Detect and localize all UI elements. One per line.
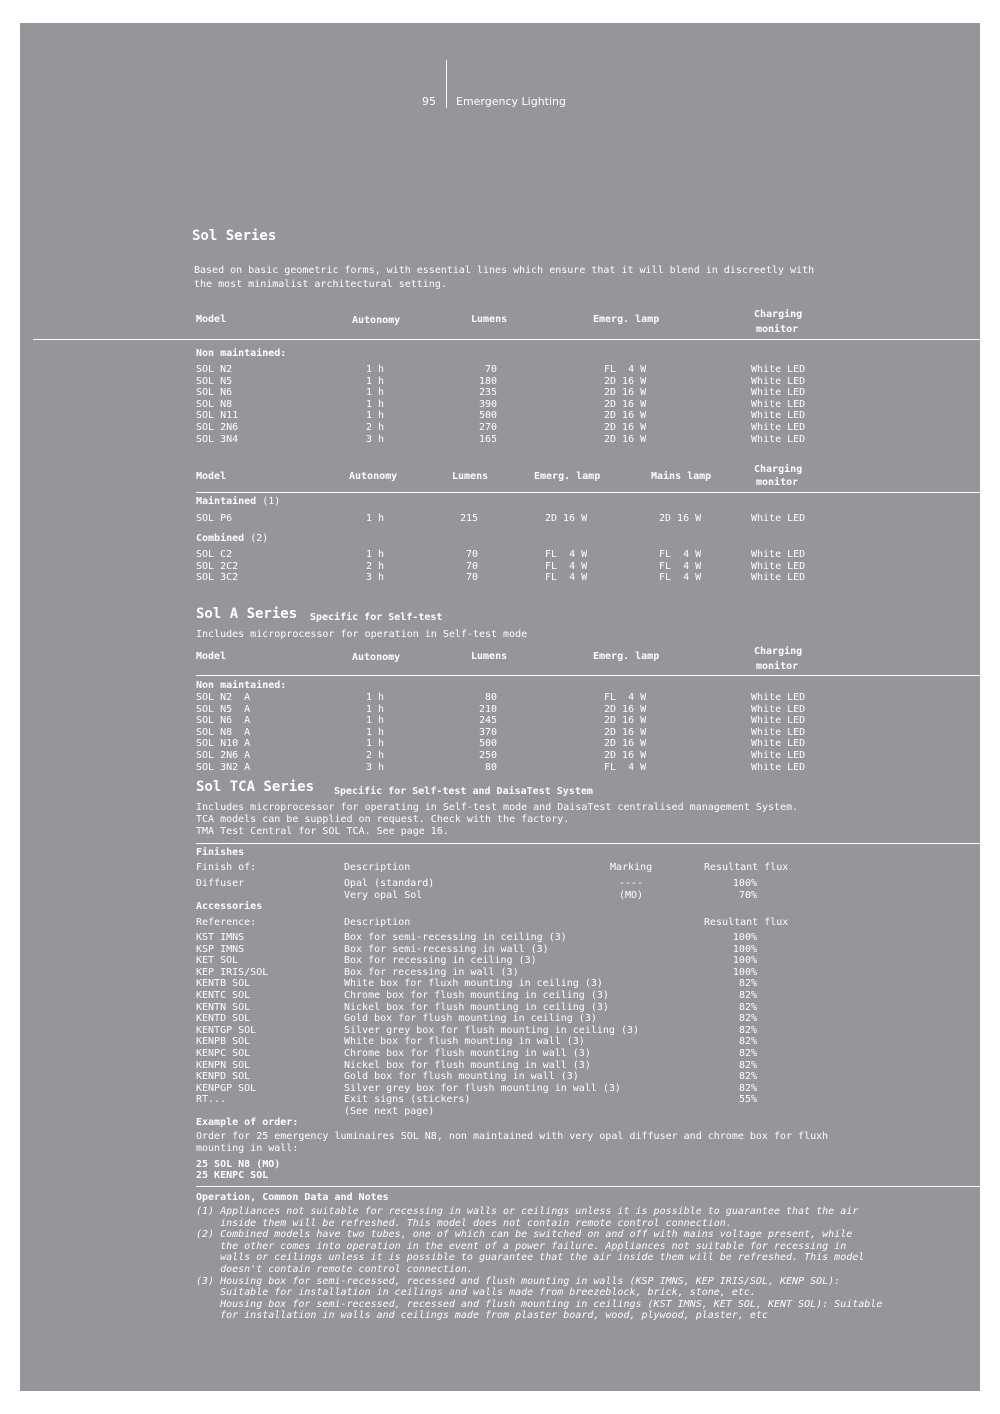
lumens-cell: 210	[478, 703, 497, 715]
page-number: 95	[422, 95, 436, 108]
autonomy-cell: 3 h	[366, 572, 385, 584]
col-header-lumens: Lumens	[471, 651, 508, 662]
example-text-line: Order for 25 emergency luminaires SOL N8, non maintained with very opal diffuser and chrome box for fluxh	[196, 1131, 829, 1142]
finish-marking-cell: ----	[618, 878, 644, 889]
model-cell: SOL N10 A	[196, 738, 251, 750]
example-text-line: mounting in wall:	[196, 1143, 299, 1154]
lumens-cell: 270	[478, 421, 497, 433]
accessory-desc: Box for recessing in ceiling (3)	[344, 955, 537, 967]
accessory-desc: Box for recessing in wall (3)	[344, 966, 519, 978]
tca-description-line: TMA Test Central for SOL TCA. See page 16.	[196, 826, 449, 837]
lumens-cell: 390	[478, 398, 497, 410]
col-header-autonomy: Autonomy	[349, 471, 398, 482]
charging-cell: White LED	[751, 398, 806, 410]
finish-desc-cell: Very opal Sol	[344, 889, 423, 901]
divider	[196, 675, 980, 676]
lumens-cell: 215	[460, 513, 479, 524]
lumens-cell: 235	[478, 387, 497, 399]
sol-a-series-subtitle: Specific for Self-test	[310, 612, 443, 623]
model-cell: SOL N2 A	[196, 692, 251, 703]
accessory-ref: RT...	[196, 1094, 227, 1106]
accessories-header-description: Description	[344, 917, 411, 928]
note-line: doesn't contain remote control connection.	[196, 1263, 473, 1275]
col-header-model: Model	[196, 471, 227, 482]
accessory-desc: Nickel box for flush mounting in ceiling (3)	[344, 1001, 609, 1013]
sol-lumens-col	[466, 364, 497, 445]
sol-intro-line-2: the most minimalist architectural setting.	[194, 279, 447, 290]
col-header-mains-lamp: Mains lamp	[651, 471, 712, 482]
note-line: (1) Appliances not suitable for recessing in walls or ceilings unless it is possible to guarantee that the air	[196, 1206, 859, 1217]
accessory-desc: Nickel box for flush mounting in wall (3)	[344, 1059, 591, 1071]
combined-note: (2)	[250, 533, 269, 544]
emerg-cell: FL 4 W	[545, 560, 588, 572]
sol-tca-series-subtitle: Specific for Self-test and DaisaTest System	[334, 786, 593, 797]
notes-lines	[196, 1206, 882, 1322]
charging-cell: White LED	[751, 715, 806, 727]
note-line: inside them will be refreshed. This model does not contain remote control connection.	[196, 1217, 732, 1229]
accessory-refs-col	[196, 932, 268, 1106]
finish-item: Diffuser	[196, 878, 245, 889]
accessory-desc: (See next page)	[344, 1105, 435, 1117]
emerg-cell: 2D 16 W	[604, 387, 647, 399]
combined-autonomy-col	[366, 549, 384, 584]
finish-desc-col	[344, 878, 434, 901]
divider	[196, 843, 980, 844]
accessory-flux: 82%	[738, 1036, 757, 1048]
model-cell: SOL 2C2	[196, 560, 239, 572]
finishes-label: Finishes	[196, 847, 245, 858]
section-title: Emergency Lighting	[456, 95, 566, 108]
lumens-cell: 245	[478, 715, 497, 727]
autonomy-cell: 2 h	[366, 749, 385, 761]
sol-tca-series-title: Sol TCA Series	[196, 779, 315, 795]
sol-series-title: Sol Series	[192, 228, 277, 244]
accessory-flux: 100%	[732, 943, 757, 955]
maintained-label: Maintained	[196, 496, 257, 507]
sola-emerg-col	[604, 692, 646, 773]
accessory-flux-col	[720, 932, 757, 1106]
charging-cell: White LED	[751, 375, 806, 387]
note-line: walls or ceilings unless it is possible to guarantee that the air inside them will be refreshed. This model	[196, 1252, 865, 1264]
model-cell: SOL C2	[196, 549, 233, 560]
accessory-flux: 55%	[738, 1094, 757, 1106]
accessory-ref: KSP IMNS	[196, 943, 245, 955]
accessory-desc: Gold box for flush mounting in wall (3)	[344, 1071, 579, 1083]
accessories-label: Accessories	[196, 901, 263, 912]
accessory-ref: KET SOL	[196, 955, 239, 967]
autonomy-cell: 1 h	[366, 703, 385, 715]
emerg-cell: 2D 16 W	[604, 433, 647, 445]
accessories-header-flux: Resultant flux	[704, 917, 789, 928]
accessory-desc: Gold box for flush mounting in ceiling (3)	[344, 1013, 597, 1025]
model-cell: SOL 2N6 A	[196, 749, 251, 761]
emerg-cell: FL 4 W	[545, 549, 588, 560]
charging-cell: White LED	[751, 387, 806, 399]
combined-mains-col	[659, 549, 701, 584]
mains-cell: 2D 16 W	[659, 513, 702, 524]
accessory-desc: Exit signs (stickers)	[344, 1094, 471, 1106]
autonomy-cell: 1 h	[366, 375, 385, 387]
emerg-cell: 2D 16 W	[604, 410, 647, 422]
model-cell: SOL N6	[196, 387, 233, 399]
accessory-ref: KENTD SOL	[196, 1013, 251, 1025]
maintained-note: (1)	[262, 496, 281, 507]
finishes-header-flux: Resultant flux	[704, 862, 789, 873]
accessory-flux: 82%	[738, 1024, 757, 1036]
lumens-cell: 500	[478, 738, 497, 750]
accessory-ref: KENTGP SOL	[196, 1024, 257, 1036]
accessory-flux: 82%	[738, 1013, 757, 1025]
charging-cell: White LED	[751, 738, 806, 750]
accessory-flux: 82%	[738, 978, 757, 990]
charging-cell: White LED	[751, 364, 806, 375]
autonomy-cell: 1 h	[366, 398, 385, 410]
emerg-cell: 2D 16 W	[604, 726, 647, 738]
charging-cell: White LED	[751, 572, 806, 584]
note-line: (3) Housing box for semi-recessed, recessed and flush mounting in walls (KSP IMNS, KEP IRIS/SOL, KENP SOL):	[196, 1275, 841, 1287]
model-cell: SOL N2	[196, 364, 233, 375]
combined-lumens-col	[466, 549, 478, 584]
accessory-ref: KST IMNS	[196, 932, 245, 943]
sol-a-description: Includes microprocessor for operation in Self-test mode	[196, 629, 528, 640]
combined-label-row	[196, 533, 268, 545]
model-cell: SOL N11	[196, 410, 239, 422]
autonomy-cell: 1 h	[366, 715, 385, 727]
divider	[33, 339, 980, 340]
sola-lumens-col	[466, 692, 497, 773]
autonomy-cell: 1 h	[366, 549, 385, 560]
sola-charging-col	[751, 692, 805, 773]
charging-cell: White LED	[751, 761, 806, 773]
charging-cell: White LED	[751, 692, 806, 703]
charging-cell: White LED	[751, 749, 806, 761]
col-header-lumens: Lumens	[452, 471, 489, 482]
lumens-cell: 370	[478, 726, 497, 738]
model-cell: SOL 3C2	[196, 572, 239, 584]
accessory-desc: Silver grey box for flush mounting in ceiling (3)	[344, 1024, 640, 1036]
col-header-monitor: monitor	[756, 324, 799, 335]
accessory-ref: KENPN SOL	[196, 1059, 251, 1071]
divider	[196, 1186, 980, 1187]
accessory-ref: KENPB SOL	[196, 1036, 251, 1048]
model-cell: SOL P6	[196, 513, 233, 524]
accessory-flux: 100%	[732, 966, 757, 978]
divider	[196, 492, 980, 493]
autonomy-cell: 1 h	[366, 387, 385, 399]
col-header-charging: Charging	[754, 309, 803, 320]
accessory-ref: KEP IRIS/SOL	[196, 966, 269, 978]
accessory-descs-col	[344, 932, 639, 1118]
finish-marking-cell: (MO)	[618, 889, 644, 901]
col-header-model: Model	[196, 314, 227, 325]
finish-flux-cell: 100%	[732, 878, 757, 889]
charging-cell: White LED	[751, 433, 806, 445]
col-header-autonomy: Autonomy	[352, 315, 401, 326]
col-header-lumens: Lumens	[471, 314, 508, 325]
charging-cell: White LED	[751, 560, 806, 572]
finish-flux-cell: 70%	[738, 889, 757, 901]
note-line: Suitable for installation in ceilings and walls made from breezeblock, brick, stone, etc.	[196, 1287, 756, 1299]
lumens-cell: 70	[466, 549, 479, 560]
note-line: (2) Combined models have two tubes, one of which can be switched on and off with mains voltage present, while	[196, 1229, 853, 1241]
combined-emerg-col	[545, 549, 587, 584]
sola-autonomy-col	[366, 692, 384, 773]
emerg-cell: FL 4 W	[604, 761, 647, 773]
model-cell: SOL 3N4	[196, 433, 239, 445]
lumens-cell: 80	[484, 761, 497, 773]
accessory-desc: Box for semi-recessing in wall (3)	[344, 943, 549, 955]
mains-cell: FL 4 W	[659, 549, 702, 560]
model-cell: SOL N5	[196, 375, 233, 387]
accessories-header-reference: Reference:	[196, 917, 257, 928]
accessory-flux: 82%	[738, 1082, 757, 1094]
notes-label: Operation, Common Data and Notes	[196, 1192, 389, 1203]
emerg-cell: 2D 16 W	[545, 513, 588, 524]
sol-a-series-title: Sol A Series	[196, 606, 298, 622]
accessory-ref: KENPD SOL	[196, 1071, 251, 1083]
emerg-cell: 2D 16 W	[604, 715, 647, 727]
accessory-ref: KENPC SOL	[196, 1047, 251, 1059]
accessory-desc: White box for fluxh mounting in ceiling (3)	[344, 978, 603, 990]
note-line: for installation in walls and ceilings made from plaster board, wood, plywood, plaster, etc	[196, 1310, 768, 1322]
model-cell: SOL N8	[196, 398, 233, 410]
autonomy-cell: 1 h	[366, 692, 385, 703]
mains-cell: FL 4 W	[659, 560, 702, 572]
accessory-flux: 100%	[732, 932, 757, 943]
lumens-cell: 500	[478, 410, 497, 422]
sol-charging-col	[751, 364, 805, 445]
accessory-desc: Silver grey box for flush mounting in wall (3)	[344, 1082, 621, 1094]
accessory-flux: 100%	[732, 955, 757, 967]
emerg-cell: FL 4 W	[604, 364, 647, 375]
col-header-charging: Charging	[754, 646, 803, 657]
tca-description-line: Includes microprocessor for operating in Self-test mode and DaisaTest centralised management System.	[196, 802, 799, 813]
charging-cell: White LED	[751, 513, 806, 524]
autonomy-cell: 1 h	[366, 513, 385, 524]
lumens-cell: 250	[478, 749, 497, 761]
lumens-cell: 70	[466, 560, 479, 572]
group-label: Non maintained:	[196, 680, 287, 691]
finishes-header-marking: Marking	[610, 862, 653, 873]
example-code: 25 KENPC SOL	[196, 1170, 269, 1181]
autonomy-cell: 3 h	[366, 761, 385, 773]
accessory-flux: 82%	[738, 1001, 757, 1013]
combined-label: Combined	[196, 533, 245, 544]
emerg-cell: 2D 16 W	[604, 398, 647, 410]
example-label: Example of order:	[196, 1117, 299, 1128]
col-header-emerg-lamp: Emerg. lamp	[534, 471, 601, 482]
finishes-header-description: Description	[344, 862, 411, 873]
accessory-desc: Box for semi-recessing in ceiling (3)	[344, 932, 567, 943]
model-cell: SOL 2N6	[196, 421, 239, 433]
charging-cell: White LED	[751, 421, 806, 433]
lumens-cell: 165	[478, 433, 497, 445]
emerg-cell: FL 4 W	[545, 572, 588, 584]
accessory-flux: 82%	[738, 1047, 757, 1059]
example-code: 25 SOL N8 (MO)	[196, 1159, 281, 1170]
sola-models-col	[196, 692, 250, 773]
model-cell: SOL N5 A	[196, 703, 251, 715]
charging-cell: White LED	[751, 410, 806, 422]
col-header-monitor: monitor	[756, 661, 799, 672]
header-divider	[446, 60, 447, 108]
accessory-flux: 82%	[738, 1059, 757, 1071]
autonomy-cell: 2 h	[366, 421, 385, 433]
maintained-label-row	[196, 496, 280, 508]
emerg-cell: 2D 16 W	[604, 421, 647, 433]
emerg-cell: 2D 16 W	[604, 375, 647, 387]
accessory-ref: KENTN SOL	[196, 1001, 251, 1013]
sol-models-col	[196, 364, 238, 445]
accessory-desc: Chrome box for flush mounting in wall (3)	[344, 1047, 591, 1059]
lumens-cell: 70	[466, 572, 479, 584]
sol-autonomy-col	[366, 364, 384, 445]
accessory-desc: Chrome box for flush mounting in ceiling (3)	[344, 989, 609, 1001]
note-line: the other comes into operation in the event of a power failure. Appliances not suitable for recessing in	[196, 1240, 847, 1252]
autonomy-cell: 2 h	[366, 560, 385, 572]
group-label: Non maintained:	[196, 348, 287, 359]
accessory-ref: KENPGP SOL	[196, 1082, 257, 1094]
accessory-ref: KENTC SOL	[196, 989, 251, 1001]
autonomy-cell: 1 h	[366, 410, 385, 422]
combined-charging-col	[751, 549, 805, 584]
emerg-cell: 2D 16 W	[604, 738, 647, 750]
accessory-ref: KENTB SOL	[196, 978, 251, 990]
charging-cell: White LED	[751, 549, 806, 560]
col-header-charging: Charging	[754, 464, 803, 475]
emerg-cell: 2D 16 W	[604, 749, 647, 761]
accessory-desc: White box for flush mounting in wall (3)	[344, 1036, 585, 1048]
note-line: Housing box for semi-recessed, recessed and flush mounting in ceilings (KST IMNS, KET SOL, KENT SOL): Suitable	[196, 1298, 883, 1310]
autonomy-cell: 1 h	[366, 726, 385, 738]
col-header-emerg-lamp: Emerg. lamp	[593, 651, 660, 662]
autonomy-cell: 1 h	[366, 738, 385, 750]
autonomy-cell: 1 h	[366, 364, 385, 375]
model-cell: SOL 3N2 A	[196, 761, 251, 773]
sol-emerg-col	[604, 364, 646, 445]
emerg-cell: 2D 16 W	[604, 703, 647, 715]
charging-cell: White LED	[751, 703, 806, 715]
lumens-cell: 80	[484, 692, 497, 703]
tca-description-line: TCA models can be supplied on request. Check with the factory.	[196, 814, 570, 825]
col-header-emerg-lamp: Emerg. lamp	[593, 314, 660, 325]
col-header-model: Model	[196, 651, 227, 662]
model-cell: SOL N8 A	[196, 726, 251, 738]
mains-cell: FL 4 W	[659, 572, 702, 584]
lumens-cell: 70	[484, 364, 497, 375]
finish-flux-col	[720, 878, 757, 901]
autonomy-cell: 3 h	[366, 433, 385, 445]
lumens-cell: 180	[478, 375, 497, 387]
col-header-autonomy: Autonomy	[352, 652, 401, 663]
finish-marking-col	[608, 878, 654, 901]
accessory-flux: 82%	[738, 989, 757, 1001]
finishes-header-finish: Finish of:	[196, 862, 257, 873]
emerg-cell: FL 4 W	[604, 692, 647, 703]
finish-desc-cell: Opal (standard)	[344, 878, 435, 889]
col-header-monitor: monitor	[756, 477, 799, 488]
model-cell: SOL N6 A	[196, 715, 251, 727]
combined-models-col	[196, 549, 238, 584]
charging-cell: White LED	[751, 726, 806, 738]
sol-intro-line-1: Based on basic geometric forms, with essential lines which ensure that it will blend in discreetly with	[194, 265, 815, 276]
accessory-flux: 82%	[738, 1071, 757, 1083]
